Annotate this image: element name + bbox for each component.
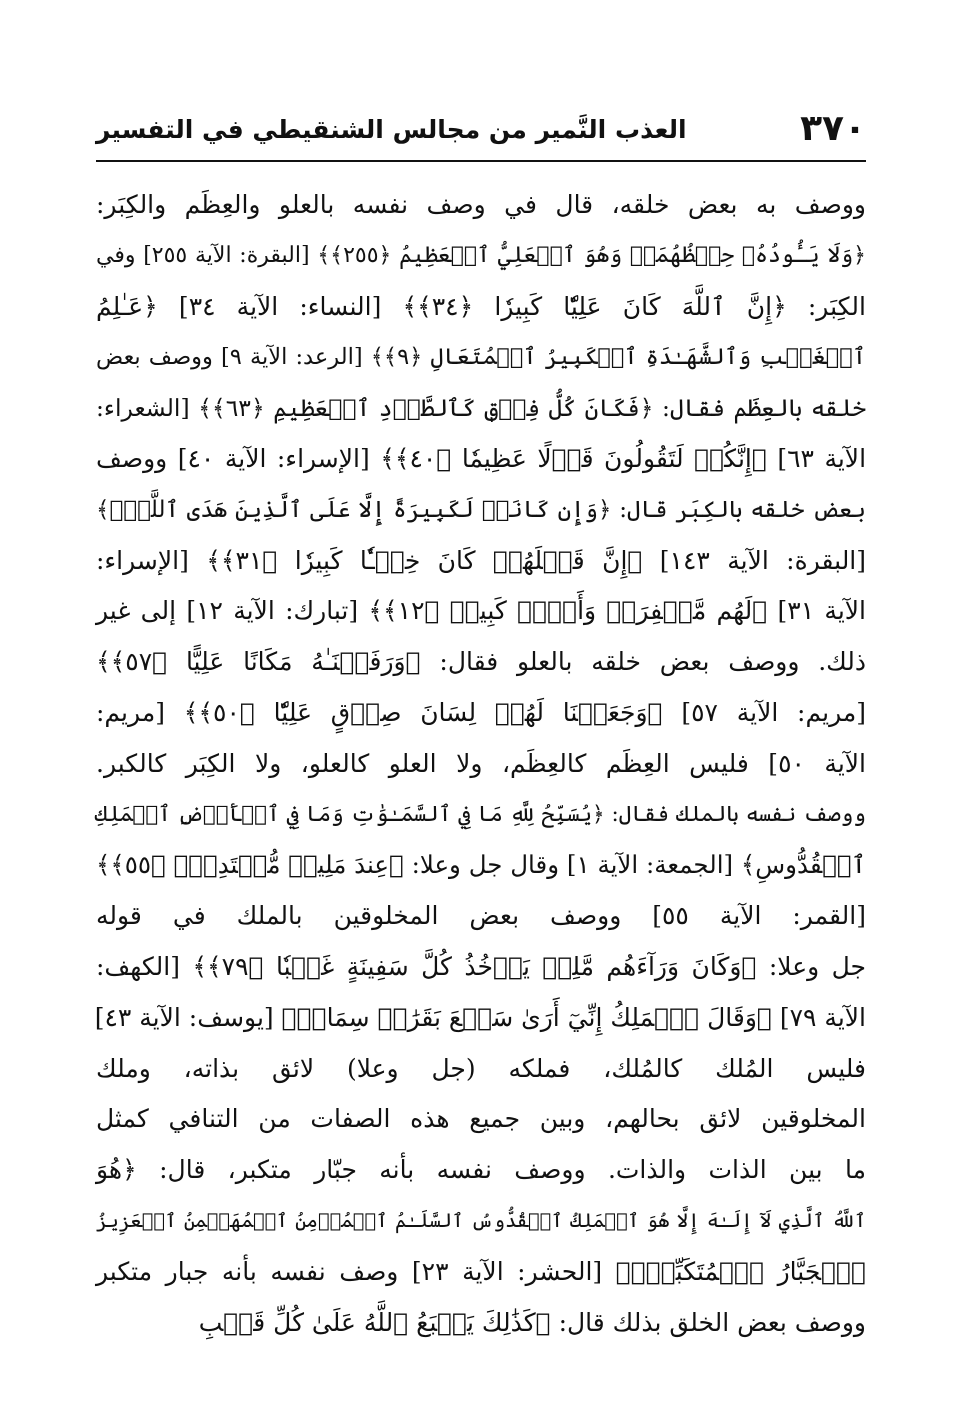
page-number: ٣٧٠	[800, 108, 866, 149]
text-line: الآية ٧٩] ﴿وَقَالَ ٱلۡمَلِكُ إِنِّيٓ أَرَىٰ سَبۡعَ بَقَرَٰتٖ سِمَانٖ﴾ [يوسف: الآية ٤٣]	[94, 1002, 866, 1032]
header-divider	[96, 160, 866, 162]
text-line: ٱلۡغَيۡبِ وَٱلشَّهَـٰدَةِ ٱلۡكَبِيرُ ٱلۡمُتَعَالِ ﴿٩﴾﴾ [الرعد: الآية ٩] ووصف بعض	[96, 344, 866, 371]
text-line: ووصف نفسه بالملك فقال: ﴿يُسَبِّحُ لِلَّهِ مَا فِي ٱلسَّمَـٰوَٰتِ وَمَا فِي ٱلۡأَرۡضِ ٱلۡمَلِكِ	[94, 801, 866, 827]
text-line: جل وعلا: ﴿وَكَانَ وَرَآءَهُم مَّلِكٞ يَأۡخُذُ كُلَّ سَفِينَةٍ غَصۡبٗا ﴿٧٩﴾﴾ [الكهف:	[96, 951, 866, 981]
text-line: الآية ٥٠] فليس العِظَم كالعِظَم، ولا العلو كالعلو، ولا الكِبَر كالكبر.	[96, 748, 866, 778]
text-line: خلقه بالعِظَم فقال: ﴿فَكَانَ كُلُّ فِرۡقٖ كَٱلطَّوۡدِ ٱلۡعَظِيمِ ﴿٦٣﴾﴾ [الشعراء:	[96, 394, 866, 423]
text-line: ٱلۡقُدُّوسِ﴾ [الجمعة: الآية ١] وقال جل وعلا: ﴿عِندَ مَلِيكٖ مُّقۡتَدِرِۭ ﴿٥٥﴾﴾	[96, 850, 866, 880]
text-line: ما بين الذات والذات. ووصف نفسه بأنه جبّار متكبر، قال: ﴿هُوَ	[96, 1155, 866, 1185]
text-line: ووصف بعض الخلق بذلك قال: ﴿كَذَٰلِكَ يَطۡبَعُ ٱللَّهُ عَلَىٰ كُلِّ قَلۡبِ	[198, 1307, 866, 1337]
text-line: ٱللَّهُ ٱلَّذِي لَآ إِلَـٰهَ إِلَّا هُوَ ٱلۡمَلِكُ ٱلۡقُدُّوسُ ٱلسَّلَـٰمُ ٱلۡمُؤۡمِنُ ٱلۡمُهَيۡمِنُ ٱلۡعَزِيزُ	[96, 1208, 866, 1232]
text-line: الآية ٣١] ﴿لَهُم مَّغۡفِرَةٞ وَأَجۡرٞ كَبِيرٞ ﴿١٢﴾﴾ [تبارك: الآية ١٢] إلى غير	[96, 596, 866, 626]
text-line: [القمر: الآية ٥٥] ووصف بعض المخلوقين بالملك في قوله	[96, 901, 866, 931]
text-line: [البقرة: الآية ١٤٣] ﴿إِنَّ قَتۡلَهُمۡ كَانَ خِطۡـٔٗا كَبِيرٗا ﴿٣١﴾﴾ [الإسراء:	[96, 545, 867, 575]
text-line: بعض خلقه بالكِبَر قال: ﴿وَإِن كَانَتۡ لَكَبِيرَةً إِلَّا عَلَى ٱلَّذِينَ هَدَى ٱللَّهُۗ﴾	[96, 496, 866, 523]
body-text	[96, 180, 866, 1380]
text-line: ٱلۡجَبَّارُ ٱلۡمُتَكَبِّرُۚ﴾ [الحشر: الآية ٢٣] وصف نفسه بأنه جبار متكبر	[96, 1256, 866, 1286]
text-line: فليس المُلك كالمُلك، فملكه (جل وعلا) لائق بذاته، وملك	[96, 1053, 866, 1083]
text-line: الكِبَر: ﴿إِنَّ ٱللَّهَ كَانَ عَلِيّٗا كَبِيرٗا ﴿٣٤﴾﴾ [النساء: الآية ٣٤] ﴿عَـٰلِمُ	[96, 291, 866, 321]
text-line: [مريم: الآية ٥٧] ﴿وَجَعَلۡنَا لَهُمۡ لِسَانَ صِدۡقٍ عَلِيّٗا ﴿٥٠﴾﴾ [مريم:	[96, 697, 867, 727]
page-header	[96, 102, 866, 156]
book-title: العذب النَّمير من مجالس الشنقيطي في التفسير	[96, 114, 687, 144]
text-line: الآية ٦٣] ﴿إِنَّكُمۡ لَتَقُولُونَ قَوۡلًا عَظِيمٗا ﴿٤٠﴾﴾ [الإسراء: الآية ٤٠] ووصف	[96, 443, 867, 473]
text-line: ذلك. ووصف بعض خلقه بالعلو فقال: ﴿وَرَفَعۡنَـٰهُ مَكَانًا عَلِيًّا ﴿٥٧﴾﴾	[96, 647, 866, 677]
text-line: ووصف به بعض خلقه، قال في وصف نفسه بالعلو والعِظَم والكِبَر:	[96, 190, 866, 219]
text-line: المخلوقين لائق بحالهم، وبين جميع هذه الصفات من التنافي كمثل	[96, 1104, 866, 1134]
text-line: ﴿وَلَا يَـُٔودُهُۥ حِفۡظُهُمَاۚ وَهُوَ ٱلۡعَلِيُّ ٱلۡعَظِيمُ ﴿٢٥٥﴾﴾ [البقرة: الآية ٢٥٥] وفي	[96, 242, 866, 268]
